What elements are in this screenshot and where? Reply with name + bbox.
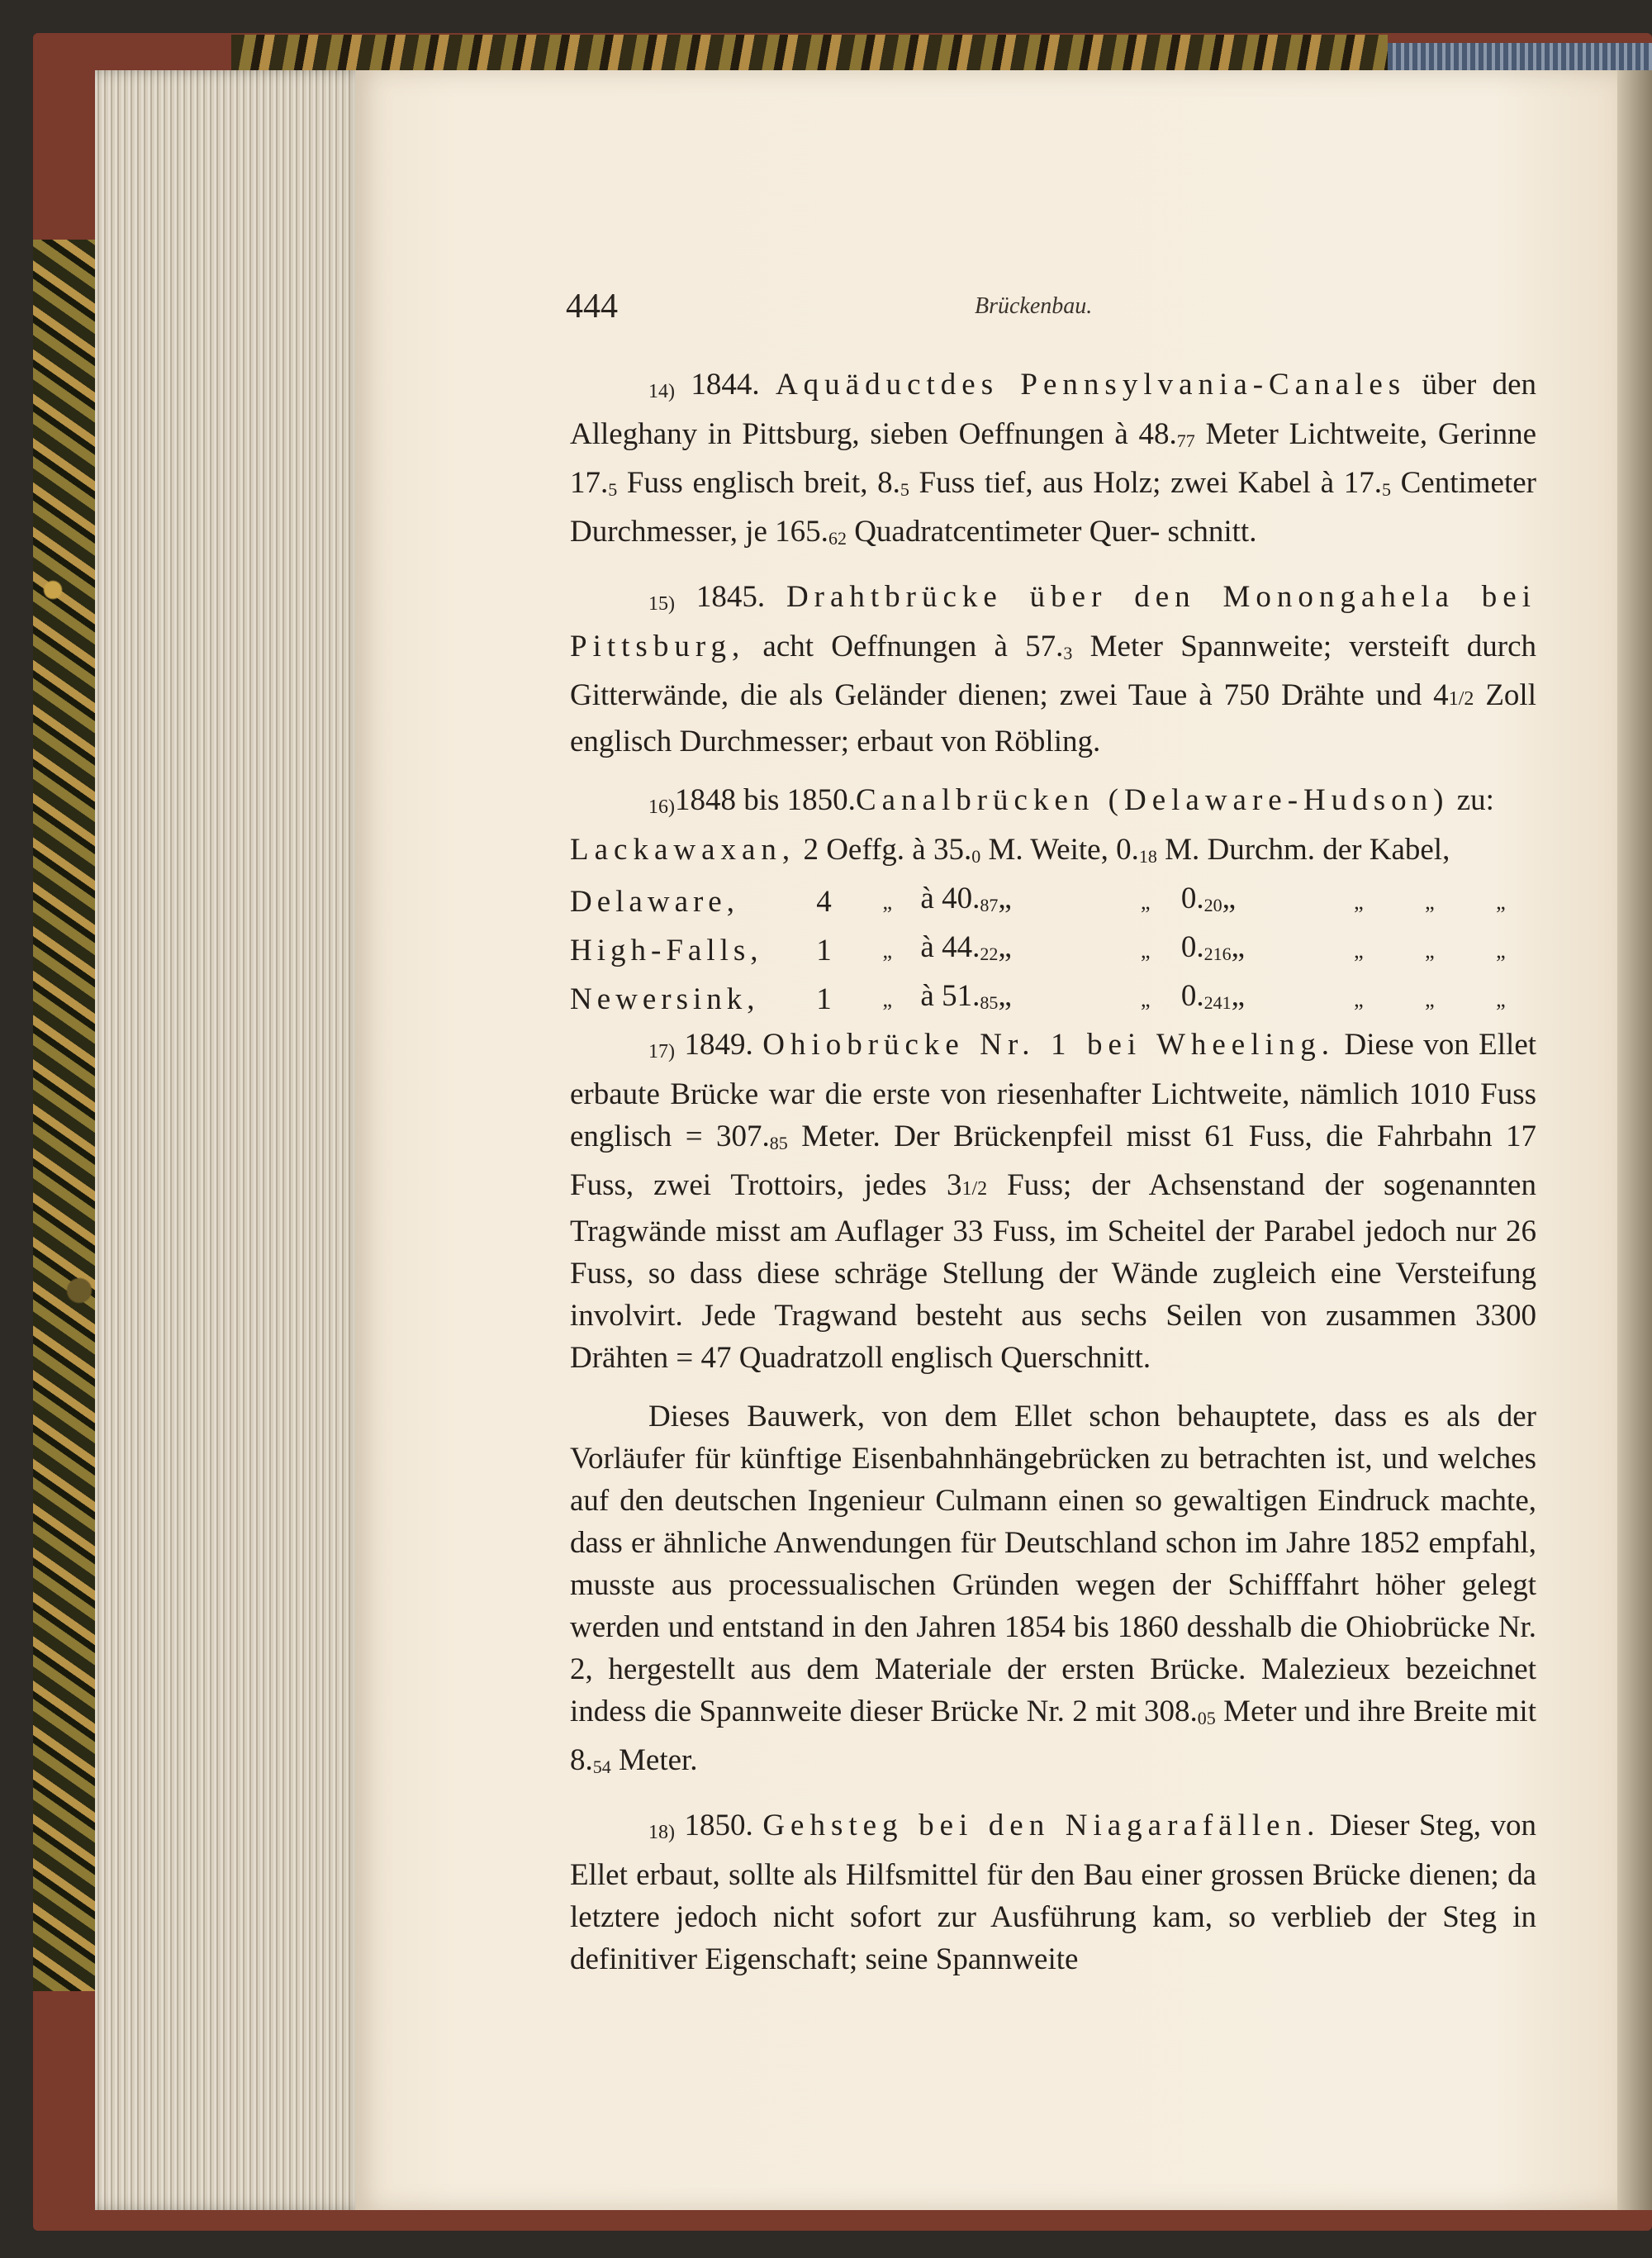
value-int: 0. — [1180, 882, 1204, 915]
entry-year: 1850. — [684, 1809, 753, 1842]
decimal-sub: 5 — [900, 479, 909, 500]
entry-text: Meter Spannweite; versteift durch Gitterwände, die als Geländer dienen; zwei Taue à 750 Drähte und 4 — [570, 630, 1536, 712]
entry-text: Dieser Steg, von Ellet erbaut, sollte als Hilfsmittel für den Bau einer grossen Brücke dienen; da letztere jedoch nicht sofort zur Ausführung kam, so verblieb der Steg in definitiver Eigenschaft; seine Spannweite — [570, 1809, 1536, 1976]
decimal-sub: 87 — [980, 895, 999, 915]
value-int: à 40. — [920, 882, 980, 915]
diameter-value — [1181, 877, 1323, 926]
entry-text: acht Oeffnungen à 57. — [745, 630, 1064, 663]
entry-text: Quadratcentimeter Quer- — [846, 515, 1161, 549]
paragraph-text: Dieses Bauwerk, von dem Ellet schon behauptete, dass es als der Vorläufer für künftige Eisenbahnhängebrücken zu betrachten ist, und welches auf den deutschen Ingenieur Culmann einen so gewaltigen Eindruck machte, dass er ähnliche Anwendungen für Deutschland schon im Jahre 1852 empfahl, musste aus processualischen Gründen wegen der Schifffahrt höher gelegt werden und entstand in den Jahren 1854 bis 1860 desshalb die Ohiobrücke Nr. 2, hergestellt aus dem Materiale der ersten Brücke. Malezieux bezeichnet indess die Spannweite dieser Brücke Nr. 2 mit 308. — [570, 1400, 1536, 1728]
decimal-sub: 3 — [1063, 643, 1073, 663]
decimal-sub: 18 — [1138, 846, 1157, 867]
bridge-name: Newersink, — [570, 982, 760, 1016]
ditto-mark: „ — [1141, 939, 1151, 963]
marbled-cover-left — [33, 240, 99, 1991]
entry-text: Centimeter Durchmesser, je 165. — [570, 466, 1536, 549]
canal-bridges-table — [570, 877, 1536, 1024]
entry-15 — [570, 576, 1536, 763]
ditto-mark: „ — [998, 882, 1012, 915]
diameter-value — [1181, 975, 1323, 1024]
diameter-value — [1181, 926, 1323, 975]
decimal-sub: 241 — [1203, 992, 1232, 1013]
ditto-mark: „ — [1231, 979, 1245, 1013]
entry-text: Meter Lichtweite, — [1194, 417, 1428, 451]
entry-text: zu: — [1449, 783, 1494, 817]
value-int: à 51. — [920, 979, 980, 1013]
ditto-mark: „ — [1222, 882, 1236, 915]
entry-text: 2 Oeffg. à 35. — [795, 833, 972, 867]
entry-text: Diese von Ellet erbaute Brücke war die erste von riesenhafter Lichtweite, nämlich 1010 Fuss englisch = 307. — [570, 1028, 1537, 1153]
openings-count: 1 — [816, 934, 832, 967]
fraction: 1/2 — [1448, 688, 1474, 710]
footnote-marker: 17) — [648, 1041, 675, 1062]
fraction: 1/2 — [961, 1178, 988, 1200]
table-row — [570, 877, 1536, 926]
ditto-mark: „ — [1496, 939, 1506, 963]
entry-16-heading — [570, 779, 1536, 829]
span-value — [920, 926, 1109, 975]
entry-text: M. Weite, 0. — [980, 833, 1139, 867]
entry-text: Gerinne 17. — [570, 417, 1537, 500]
entry-18 — [570, 1804, 1536, 1980]
paragraph-text: Meter. — [610, 1743, 698, 1777]
paragraph-dieses-bauwerk — [570, 1395, 1536, 1788]
decimal-sub: 77 — [1176, 430, 1195, 451]
decimal-sub: 22 — [980, 944, 999, 964]
entry-16-first-row — [570, 829, 1536, 877]
ditto-mark: „ — [1354, 987, 1364, 1011]
decimal-sub: 54 — [592, 1756, 611, 1777]
decimal-sub: 85 — [769, 1133, 788, 1153]
ditto-mark: „ — [998, 979, 1012, 1013]
ditto-mark: „ — [1496, 987, 1506, 1011]
entry-text: Fuss; der Achsenstand der sogenannten Tragwände misst am Auflager 33 Fuss, im Scheitel der Parabel jedoch nur 26 Fuss, so dass diese schräge Stellung der Wände zugleich eine Versteifung involvirt. Jede Tragwand besteht aus sechs Seilen von zusammen 3300 Drähten = 47 Quadratzoll englisch Querschnitt. — [570, 1168, 1536, 1375]
decimal-sub: 5 — [1381, 479, 1391, 500]
table-row — [570, 975, 1536, 1024]
footnote-marker: 18) — [648, 1822, 675, 1843]
entry-text: Fuss englisch breit, 8. — [617, 466, 900, 500]
value-int: 0. — [1180, 930, 1204, 964]
running-head: Brückenbau. — [975, 293, 1093, 319]
bridge-name: Delaware, — [570, 885, 739, 919]
table-row — [570, 926, 1536, 975]
entry-17 — [570, 1024, 1536, 1379]
ditto-mark: „ — [1231, 930, 1245, 964]
text-block — [570, 364, 1536, 1980]
openings-count: 4 — [816, 885, 832, 919]
page-stack-edge — [95, 70, 368, 2210]
entry-text: Zoll englisch Durchmesser; erbaut von Röbling. — [570, 678, 1536, 758]
entry-title-cont: Pittsburg, — [570, 630, 746, 663]
entry-text: Meter. Der Brückenpfeil misst 61 Fuss, die Fahrbahn 17 Fuss, zwei Trottoirs, jedes 3 — [570, 1119, 1537, 1202]
entry-year: 1849. — [684, 1028, 753, 1062]
entry-14 — [570, 364, 1536, 559]
ditto-mark: „ — [1425, 939, 1435, 963]
footnote-marker: 15) — [648, 593, 675, 615]
entry-title: Aquäductdes Pennsylvania-Canales — [775, 368, 1407, 402]
entry-year: 1845. — [695, 580, 766, 614]
value-int: 0. — [1180, 979, 1204, 1013]
span-value — [920, 975, 1109, 1024]
page-number: 444 — [566, 288, 618, 326]
entry-text: Fuss tief, aus Holz; zwei Kabel — [909, 466, 1311, 500]
entry-title: Gehsteg bei den Niagarafällen. — [762, 1809, 1321, 1842]
bridge-name: High-Falls, — [570, 934, 763, 967]
ditto-mark: „ — [882, 890, 893, 914]
ditto-mark: „ — [882, 939, 893, 963]
entry-text: à 17. — [1320, 466, 1382, 500]
entry-year: 1848 bis 1850. — [675, 783, 856, 817]
decimal-sub: 0 — [971, 846, 981, 867]
entry-title: Ohiobrücke Nr. 1 bei Wheeling. — [762, 1028, 1336, 1062]
entry-text: über den — [1422, 368, 1537, 402]
entry-title: Drahtbrücke über den Monongahela bei — [786, 580, 1537, 614]
entry-16 — [570, 779, 1536, 1024]
openings-count: 1 — [816, 982, 832, 1016]
entry-title: Canalbrücken (Delaware-Hudson) — [855, 783, 1450, 817]
ditto-mark: „ — [1425, 890, 1435, 914]
footnote-marker: 16) — [648, 796, 675, 818]
ditto-mark: „ — [1354, 939, 1364, 963]
bridge-name: Lackawaxan, — [570, 833, 796, 867]
entry-year: 1844. — [691, 368, 760, 402]
ditto-mark: „ — [1425, 987, 1435, 1011]
ditto-mark: „ — [882, 987, 893, 1011]
decimal-sub: 5 — [608, 479, 618, 500]
decimal-sub: 62 — [828, 528, 847, 549]
decimal-sub: 05 — [1197, 1708, 1216, 1728]
decimal-sub: 85 — [980, 992, 999, 1013]
ditto-mark: „ — [1496, 890, 1506, 914]
entry-text: schnitt. — [1167, 515, 1257, 549]
ditto-mark: „ — [998, 930, 1012, 964]
ditto-mark: „ — [1354, 890, 1364, 914]
ditto-mark: „ — [1141, 987, 1151, 1011]
decimal-sub: 20 — [1203, 895, 1222, 915]
paragraph-text: Meter und ihre Breite mit 8. — [570, 1695, 1536, 1777]
span-value — [920, 877, 1109, 926]
decimal-sub: 216 — [1203, 944, 1232, 964]
footnote-marker: 14) — [648, 381, 675, 402]
ditto-mark: „ — [1141, 890, 1151, 914]
value-int: à 44. — [920, 930, 980, 964]
entry-text: M. Durchm. der Kabel, — [1156, 833, 1450, 867]
page-right-edge — [1617, 70, 1652, 2210]
entry-text: Alleghany in Pittsburg, sieben Oeffnungen à 48. — [570, 417, 1177, 451]
